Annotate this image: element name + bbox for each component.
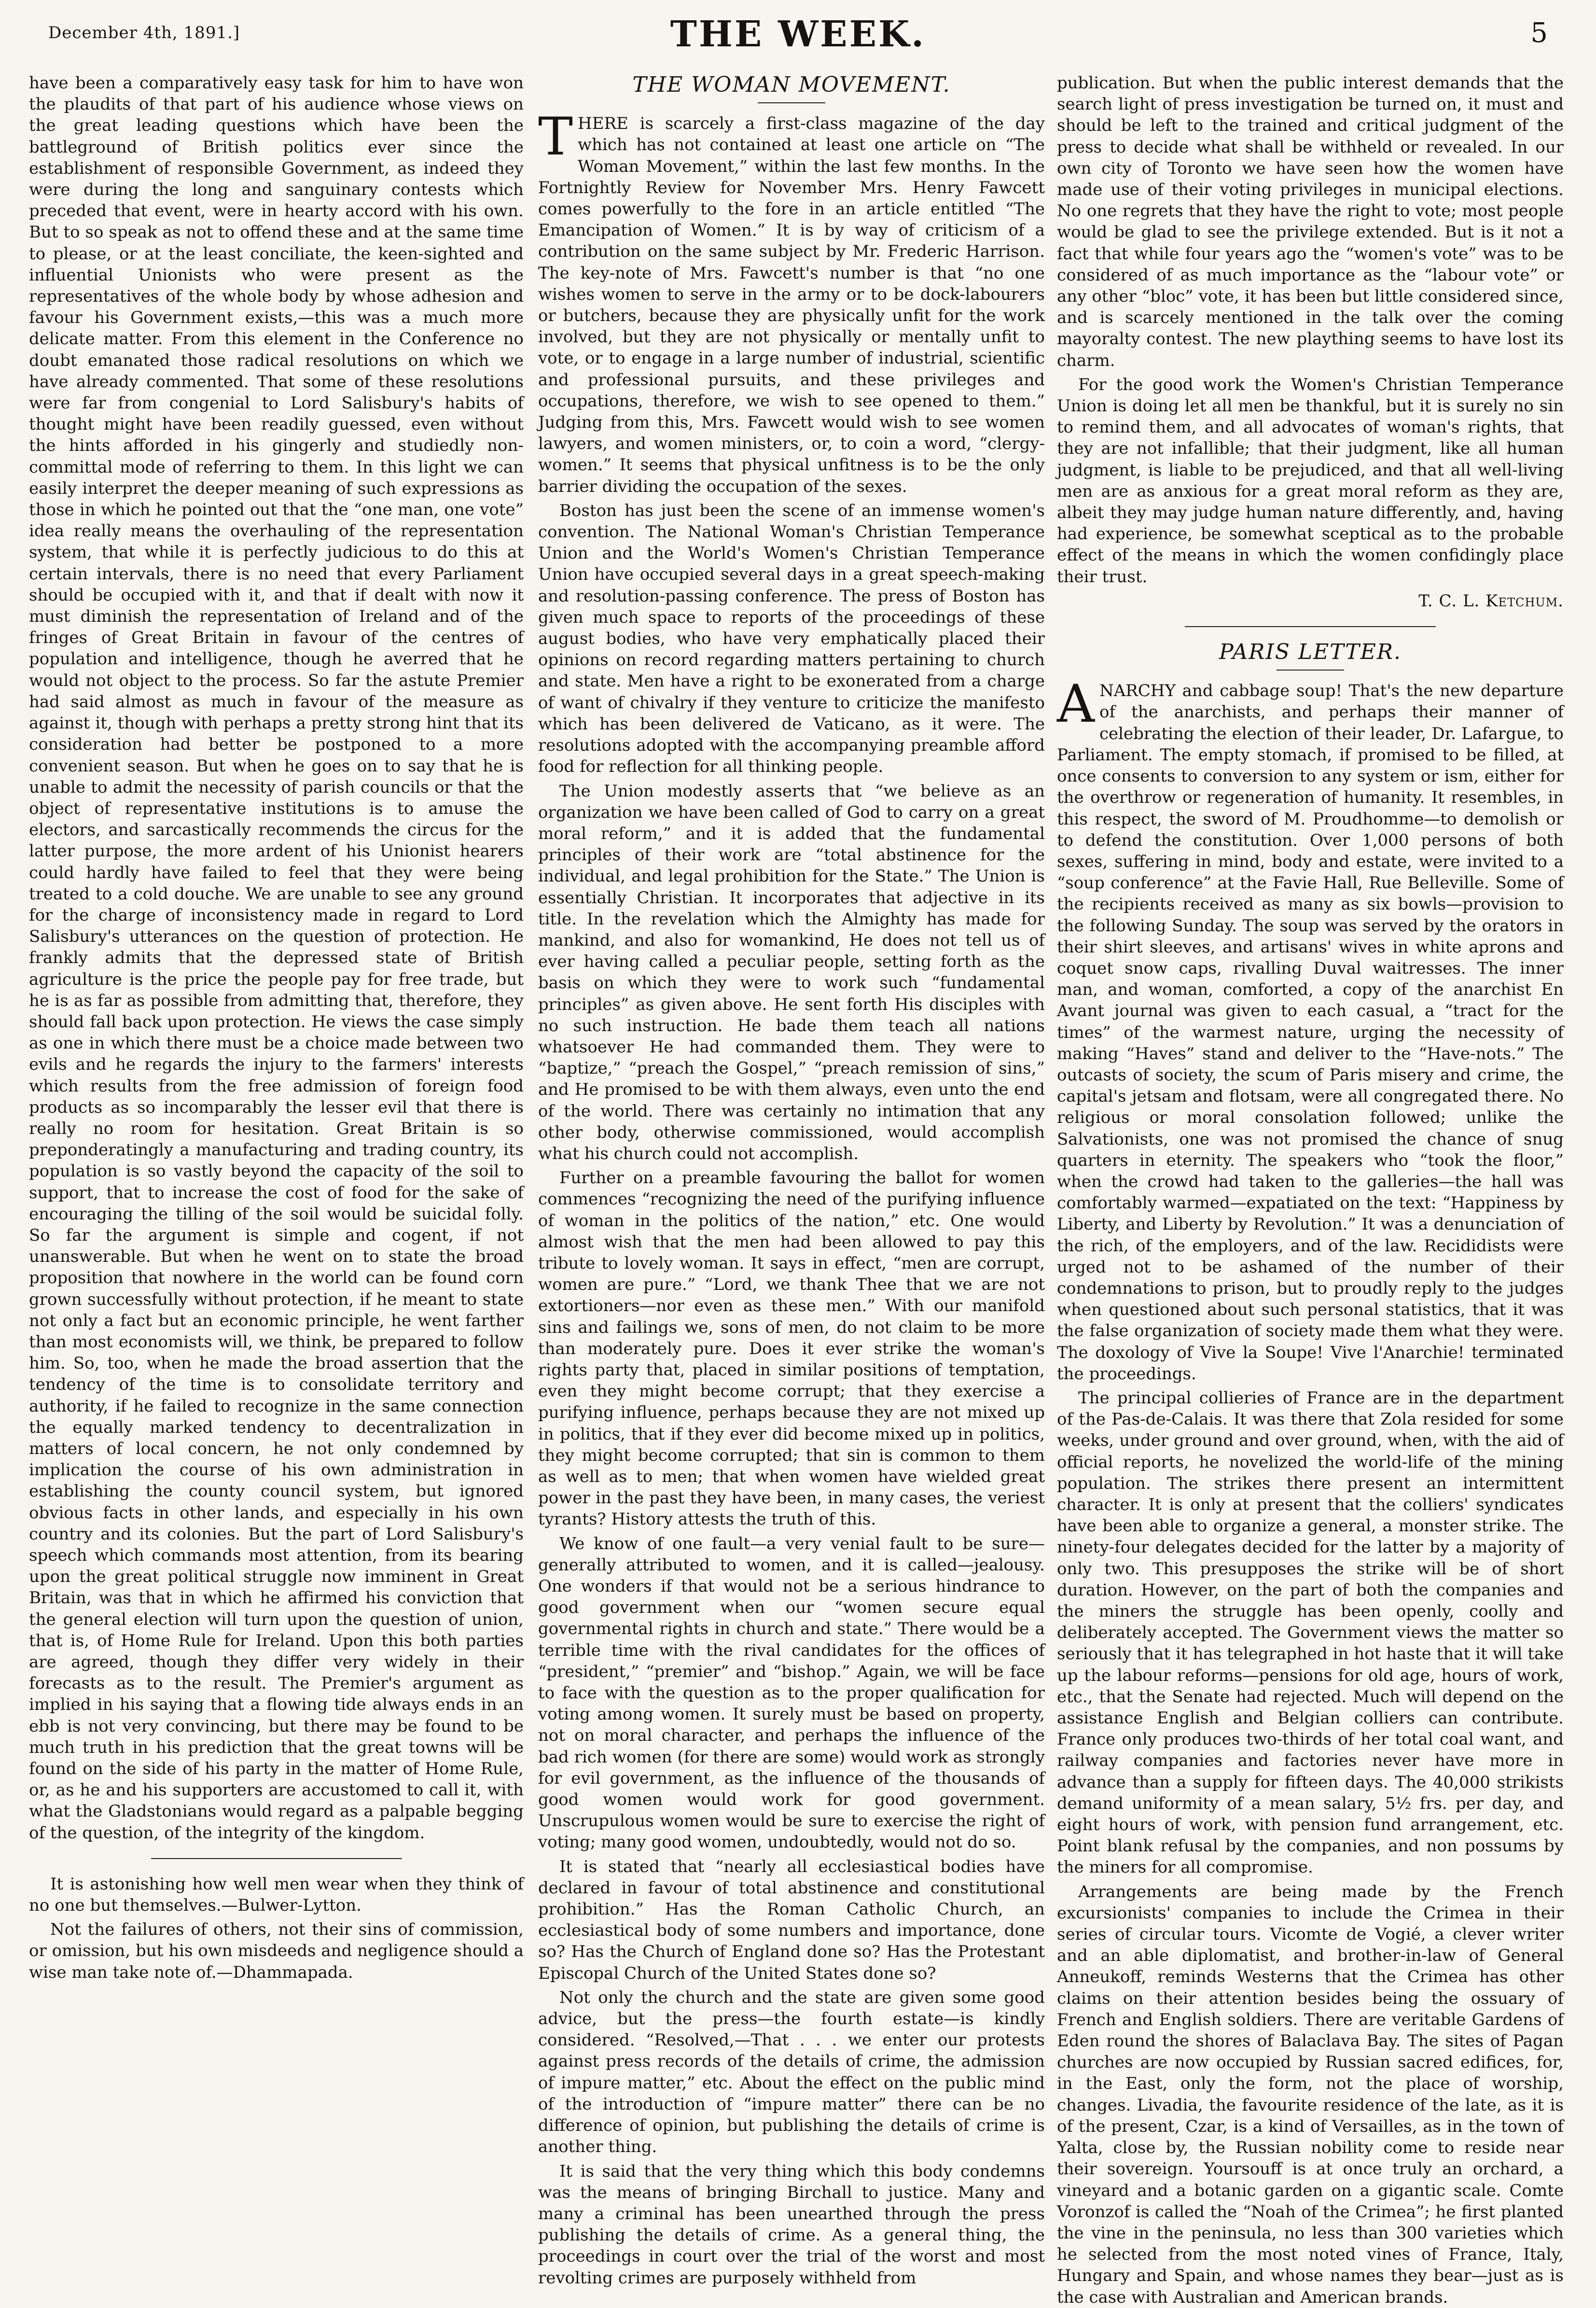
article-paragraph: We know of one fault—a very venial fault to be sure—generally attributed to women, and it is called—jealousy. One wonders if that would not be a serious hindrance to good government when our “women secure equal governmental rights in church and state.” There would be a terrible time with the rival candidates for the offices of “president,” “premier” and “bishop.” Again, we will be face to face with the question as to the proper qualification for voting among women. It surely must be based on property, not on moral character, and perhaps the influence of the bad rich women (for there are some) would work as strongly for evil government, as the influence of the thousands of good women would work for good government. Unscrupulous women would be sure to exercise the right of voting; many good women, undoubtedly, would not do so.	[538, 1534, 1045, 1852]
divider	[1185, 626, 1436, 627]
paragraph-text: NARCHY and cabbage soup! That's the new departure of the anarchists, and perhaps their manner of celebrating the election of their leader, Dr. Lafargue, to Parliament. The empty stomach, if promised to be filled, at once consents to conversion to any system or ism, either for the overthrow or regeneration of humanity. It resembles, in this respect, the sword of M. Proudhomme—to demolish or to defend the constitution. Over 1,000 persons of both sexes, suffering in mind, body and estate, were invited to a “soup conference” at the Favie Hall, Rue Belleville. Some of the recipients received as many as six bowls—provision to the following Sunday. The soup was served by the orators in their shirt sleeves, and artisans' wives in white aprons and coquet snow caps, rivalling Duval waitresses. The inner man, and woman, comforted, a copy of the anarchist En Avant journal was given to each casual, a “tract for the times” of the warmest nature, urging the necessity of making “Haves” stand and deliver to the “Have-nots.” The outcasts of society, the scum of Paris misery and crime, the capital's jetsam and flotsam, were all congregated there. No religious or moral consolation followed; unlike the Salvationists, one was not promised the chance of snug quarters in eternity. The speakers who “took the floor,” when the crowd had taken to the galleries—the hall was comfortably warmed—expatiated on the text: “Happiness by Liberty, and Liberty by Revolution.” It was a denunciation of the rich, of the employers, and of the law. Recididists were urged not to be ashamed of the number of their condemnations to prison, but to proudly reply to the judges when questioned about such personal statistics, that it was the false organization of society made them what they were. The doxology of Vive la Soupe! Vive l'Anarchie! terminated the proceedings.	[1057, 681, 1564, 1384]
issue-date: December 4th, 1891.]	[48, 23, 240, 42]
column-3	[1057, 72, 1564, 2307]
article-paragraph: Boston has just been the scene of an immense women's convention. The National Woman's Christian Temperance Union and the World's Women's Christian Temperance Union have occupied several days in a great speech-making and resolution-passing conference. The press of Boston has given much space to reports of the proceedings of these august bodies, who have very emphatically placed their opinions on record regarding matters pertaining to church and state. Men have a right to be exonerated from a charge of want of chivalry if they venture to criticize the manifesto which has been delivered de Vaticano, as it were. The resolutions adopted with the accompanying preamble afford food for reflection for all thinking people.	[538, 501, 1045, 777]
divider	[151, 1858, 402, 1859]
editorial-paragraph: have been a comparatively easy task for him to have won the plaudits of that part of his audience whose views on the great leading questions which have been the battleground of British politics ever since the establishment of responsible Government, as indeed they were during the long and sanguinary contests which preceded that event, were in hearty accord with his own. But to so speak as not to offend these and at the same time to please, or at the least conciliate, the keen-sighted and influential Unionists who were present as the representatives of the whole body by whose adhesion and favour his Government exists,—this was a much more delicate matter. From this element in the Conference no doubt emanated those radical resolutions on which we have already commented. That some of these resolutions were far from congenial to Lord Salisbury's habits of thought might have been readily guessed, even without the hints afforded in his gingerly and studiedly non-committal mode of referring to them. In this light we can easily interpret the deeper meaning of such expressions as those in which he pointed out that the “one man, one vote” idea really means the overhauling of the representation system, that while it is perfectly judicious to do this at certain intervals, there is no need that every Parliament should be occupied with it, and that if dealt with now it must diminish the representation of Ireland and of the fringes of Great Britain in favour of the centres of population and intelligence, though he averred that he would not object to the process. So far the astute Premier had said almost as much in favour of the measure as against it, though with perhaps a pretty strong hint that its consideration had better be postponed to a more convenient season. But when he goes on to say that he is unable to admit the necessity of parish councils or that the object of representative institutions is to amuse the electors, and sarcastically recommends the circus for the latter purpose, the more ardent of his Unionist hearers could hardly have failed to feel that they were being treated to a cold douche. We are unable to see any ground for the charge of inconsistency made in regard to Lord Salisbury's utterances on the question of protection. He frankly admits that the depressed state of British agriculture is the price the people pay for free trade, but he is as far as possible from admitting that, therefore, they should fall back upon protection. He views the case simply as one in which there must be a choice made between two evils and he regards the injury to the farmers' interests which results from the free admission of foreign food products as so incomparably the lesser evil that there is really no room for hesitation. Great Britain is so preponderatingly a manufacturing and trading country, its population is so vastly beyond the capacity of the soil to support, that to increase the cost of food for the sake of encouraging the tilling of the soil would be suicidal folly. So far the argument is simple and cogent, if not unanswerable. But when he went on to state the broad proposition that nowhere in the world can be found corn grown successfully without protection, if he meant to state not only a fact but an economic principle, he went farther than most economists will, we think, be prepared to follow him. So, too, when he made the broad assertion that the tendency of the time is to consolidate territory and authority, if he failed to recognize in the same connection the equally marked tendency to decentralization in matters of local concern, he not only condemned by implication the course of his own administration in establishing the county council system, but ignored obvious facts in other lands, and especially in his own country and its colonies. But the part of Lord Salisbury's speech which commands most attention, from its bearing upon the great political struggle now imminent in Great Britain, was that in which he affirmed his conviction that the general election will turn upon the question of union, that is, of Home Rule for Ireland. Upon this both parties are agreed, though they differ very widely in their forecasts as to the result. The Premier's argument as implied in his saying that a flowing tide always ends in an ebb is not very convincing, but there may be found to be much truth in his prediction that the great towns will be found on the side of his party in the matter of Home Rule, or, as he and his supporters are accustomed to call it, with what the Gladstonians would regard as a palpable begging of the question, of the integrity of the kingdom.	[29, 73, 524, 1843]
paragraph-text: HERE is scarcely a first-class magazine of the day which has not contained at least one article on “The Woman Movement,” within the last few months. In the Fortnightly Review for November Mrs. Henry Fawcett comes powerfully to the fore in an article entitled “The Emancipation of Women.” It is by way of criticism of a contribution on the same subject by Mr. Frederic Harrison. The key-note of Mrs. Fawcett's number is that “no one wishes women to serve in the army or to be dock-labourers or butchers, because they are physically unfit for the work involved, but they are not physically or mentally unfit to vote, or to engage in a large number of industrial, scientific and professional pursuits, and these privileges and occupations, therefore, we wish to see opened to them.” Judging from this, Mrs. Fawcett would wish to see women lawyers, and women ministers, or, to coin a word, “clergy-women.” It seems that physical unfitness is to be the only barrier dividing the occupation of the sexes.	[538, 114, 1045, 496]
quotation: It is astonishing how well men wear when they think of no one but themselves.—Bulwer-Lytton.	[29, 1874, 524, 1916]
drop-cap: A	[1057, 674, 1095, 735]
publication-title: THE WEEK.	[670, 14, 926, 55]
article-paragraph: Further on a preamble favouring the ballot for women commences “recognizing the need of the purifying influence of woman in the politics of the nation,” etc. One would almost wish that the men had been allowed to pay this tribute to lovely woman. It says in effect, “men are corrupt, women are pure.” “Lord, we thank Thee that we are not extortioners—nor even as these men.” With our manifold sins and failings we, sons of men, do not claim to be more than moderately pure. Does it ever strike the woman's rights party that, placed in similar positions of temptation, even they might become corrupt; that they exercise a purifying influence, perhaps because they are not mixed up in politics, that if they ever did become mixed up in politics, they might become corrupted; that sin is common to them as well as to men; that when women have wielded great power in the past they have been, in many cases, the veriest tyrants? History attests the truth of this.	[538, 1168, 1045, 1529]
article-title: THE WOMAN MOVEMENT.	[632, 72, 951, 97]
article-paragraph: It is said that the very thing which this body condemns was the means of bringing Birchall to justice. Many and many a criminal has been unearthed through the press publishing the details of crime. As a general thing, the proceedings in court over the trial of the worst and most revolting crimes are purposely withheld from	[538, 2161, 1045, 2288]
quotation: Not the failures of others, not their sins of commission, or omission, but his own misdeeds and negligence should a wise man take note of.—Dhammapada.	[29, 1920, 524, 1982]
author-signature: T. C. L. Ketchum.	[1418, 591, 1564, 611]
article-paragraph	[538, 107, 1045, 497]
article-paragraph: It is stated that “nearly all ecclesiastical bodies have declared in favour of total abstinence and constitutional prohibition.” Has the Roman Catholic Church, an ecclesiastical body of some numbers and importance, done so? Has the Church of England done so? Has the Protestant Episcopal Church of the United States done so?	[538, 1857, 1045, 1983]
masthead	[48, 14, 1548, 67]
article-paragraph	[1057, 674, 1564, 1385]
divider	[1277, 670, 1344, 671]
article-paragraph: Arrangements are being made by the French excursionists' companies to include the Crimea in their series of circular tours. Vicomte de Vogié, a clever writer and an able diplomatist, and brother-in-law of General Anneukoff, reminds Westerns that the Crimea has other claims on their attention besides being the ossuary of French and English soldiers. There are veritable Gardens of Eden round the shores of Balaclava Bay. The sites of Pagan churches are now occupied by Russian sacred edifices, for, in the East, only the form, not the place of worship, changes. Livadia, the favourite residence of the late, as it is of the present, Czar, is a kind of Versailles, as in the town of Yalta, close by, the Russian nobility come to reside near their sovereign. Yoursouff is at once truly an orchard, a vineyard and a botanic garden on a gigantic scale. Comte Voronzof is called the “Noah of the Crimea”; he first planted the vine in the peninsula, no less than 300 varieties which he selected from the most noted vines of France, Italy, Hungary and Spain, and whose names they bear—just as is the case with Australian and American brands.	[1057, 1882, 1564, 2307]
article-paragraph: For the good work the Women's Christian Temperance Union is doing let all men be thankful, but it is surely no sin to remind them, and all advocates of woman's rights, that they are not infallible; that their judgment, like all human judgment, is liable to be prejudiced, and that all well-living men are as anxious for a great moral reform as they are, albeit they may judge human nature differently, and, having had experience, be somewhat sceptical as to the probable effect of the means in which the women confidingly place their trust.	[1057, 375, 1564, 587]
article-title: PARIS LETTER.	[1219, 640, 1402, 665]
quotations	[29, 1874, 524, 1983]
article-paragraph: publication. But when the public interest demands that the search light of press investigation be turned on, it must and should be left to the trained and critical judgment of the press to decide what shall be withheld or revealed. In our own city of Toronto we have seen how the women have made use of their voting privileges in municipal elections. No one regrets that they have the right to vote; most people would be glad to see the privilege extended. But is it not a fact that while four years ago the “women's vote” was to be considered of as much importance as the “labour vote” or any other “bloc” vote, it has been but little considered since, and is scarcely mentioned in the talk over the coming mayoralty contest. The new plaything seems to have lost its charm.	[1057, 73, 1564, 370]
article-paragraph: Not only the church and the state are given some good advice, but the press—the fourth estate—is kindly considered. “Resolved,—That . . . we enter our protests against press records of the details of crime, the admission of impure matter,” etc. About the effect on the public mind of the introduction of “impure matter” there can be no difference of opinion, but publishing the details of crime is another thing.	[538, 1987, 1045, 2157]
column-1	[29, 72, 524, 2235]
page-number: 5	[1530, 17, 1548, 49]
article-paragraph: The Union modestly asserts that “we believe as an organization we have been called of God to carry on a great moral reform,” and it is added that the fundamental principles of their work are “total abstinence for the individual, and legal prohibition for the State.” The Union is essentially Christian. It incorporates that adjective in its title. In the revelation which the Almighty has made for mankind, and also for womankind, He does not tell us of ever having called a peculiar people, setting forth as the basis on which they were to work such “fundamental principles” as given above. He sent forth His disciples with no such instruction. He bade them teach all nations whatsoever He had commanded them. They were to “baptize,” “preach the Gospel,” “preach remission of sins,” and He promised to be with them always, even unto the end of the world. There was certainly no intimation that any other body, otherwise commissioned, would accomplish what his church could not accomplish.	[538, 781, 1045, 1163]
divider	[758, 102, 825, 103]
column-2	[538, 72, 1045, 2288]
drop-cap: T	[538, 107, 573, 168]
article-paragraph: The principal collieries of France are in the department of the Pas-de-Calais. It was there that Zola resided for some weeks, under ground and over ground, when, with the aid of official reports, he novelized the world-life of the mining population. The strikes there present an intermittent character. It is only at present that the colliers' syndicates have been able to organize a general, a monster strike. The ninety-four delegates decided for the latter by a majority of only two. This presupposes the strike will be of short duration. However, on the part of both the companies and the miners the struggle has been openly, coolly and deliberately accepted. The Government views the matter so seriously that it has telegraphed in hot haste that it will take up the labour reforms—pensions for old age, hours of work, etc., that the Senate had rejected. Much will depend on the assistance English and Belgian colliers can contribute. France only produces two-thirds of her total coal want, and railway companies and factories never have more in advance than a supply for fifteen days. The 40,000 strikists demand uniformity of a mean salary, 5½ frs. per day, and eight hours of work, with pension fund arrangement, etc. Point blank refusal by the companies, and non possums by the miners for all compromise.	[1057, 1388, 1564, 1877]
